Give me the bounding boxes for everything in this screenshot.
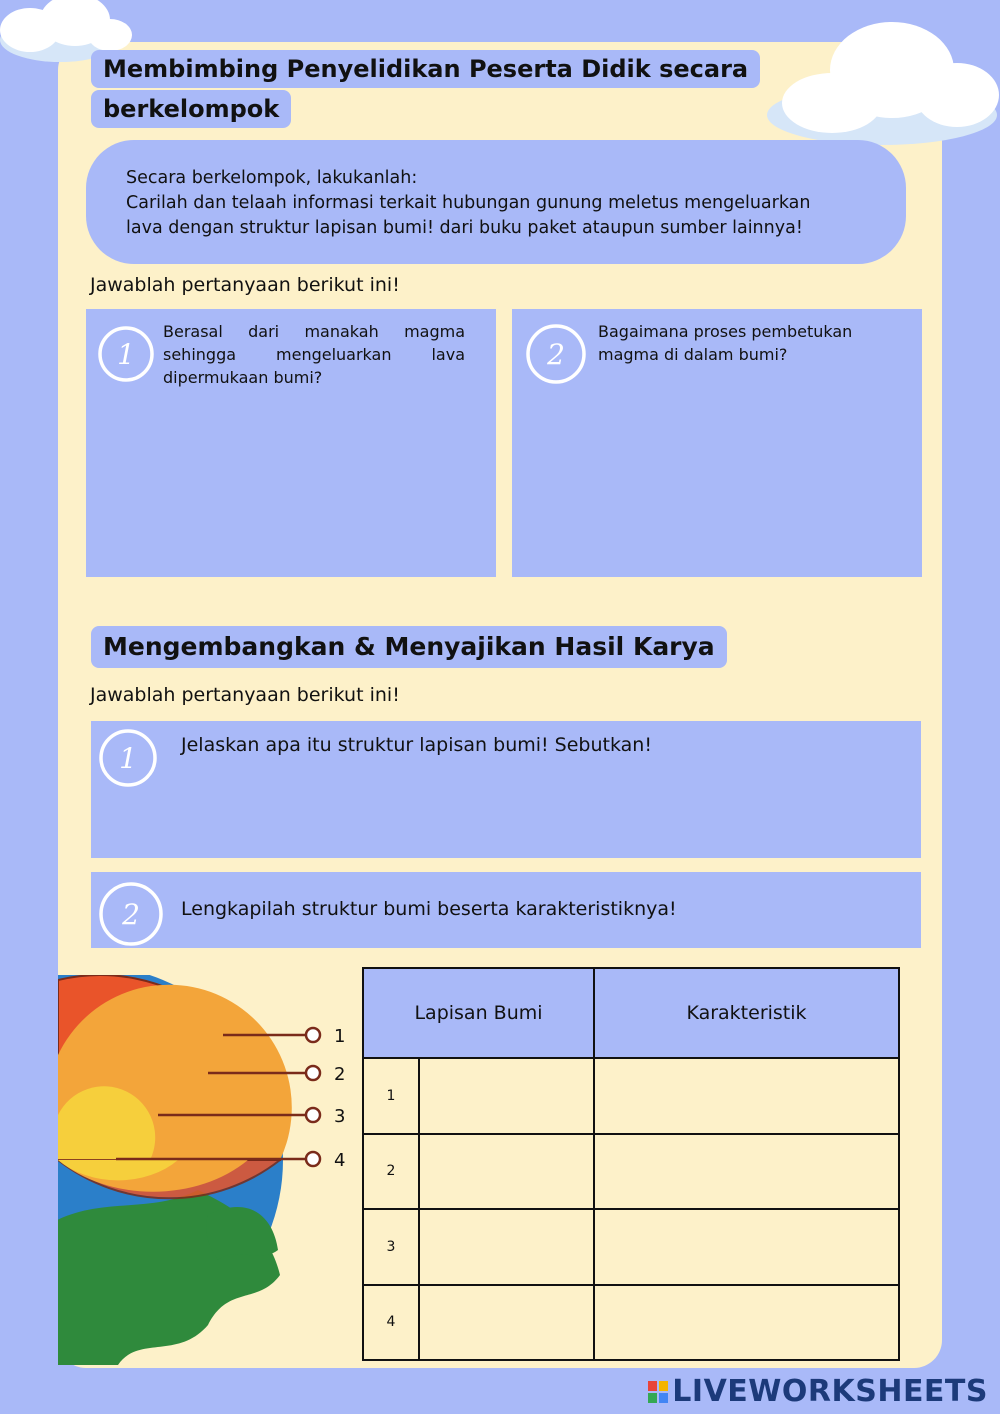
question-text-1: Berasal dari manakah magma sehingga mengeluarkan lava dipermukaan bumi?	[163, 322, 465, 387]
question-box-2[interactable]	[512, 309, 922, 577]
answer-cell-karakteristik[interactable]	[594, 1285, 899, 1361]
number-circle-icon	[96, 323, 156, 383]
table-header-lapisan: Lapisan Bumi	[363, 968, 594, 1058]
earth-label-4: 4	[334, 1150, 346, 1171]
earth-structure-table	[362, 967, 900, 1361]
question-text-2: Bagaimana proses pembetukan magma di dalam bumi?	[598, 322, 853, 364]
number-circle-icon	[97, 878, 165, 946]
table-row	[363, 1285, 899, 1361]
cloud-decoration-topright	[762, 15, 1000, 150]
section2-title: Mengembangkan & Menyajikan Hasil Karya	[91, 626, 727, 668]
table-header-karakteristik: Karakteristik	[594, 968, 899, 1058]
section2-question-text-1: Jelaskan apa itu struktur lapisan bumi! Sebutkan!	[181, 734, 652, 756]
section2-question-box-2[interactable]	[91, 872, 921, 948]
earth-layers-diagram	[58, 975, 358, 1365]
answer-cell-lapisan[interactable]	[419, 1285, 594, 1361]
answer-cell-karakteristik[interactable]	[594, 1134, 899, 1210]
row-number: 4	[363, 1285, 419, 1361]
earth-label-2: 2	[334, 1064, 346, 1085]
liveworksheets-logo	[648, 1374, 988, 1409]
table-row	[363, 1058, 899, 1134]
question-box-1[interactable]	[86, 309, 496, 577]
instruction-line3: lava dengan struktur lapisan bumi! dari buku paket ataupun sumber lainnya!	[126, 218, 803, 238]
instruction-box	[86, 140, 906, 264]
section1-title	[91, 50, 760, 128]
number-circle-icon	[97, 727, 159, 789]
logo-text: LIVEWORKSHEETS	[672, 1374, 988, 1409]
answer-cell-karakteristik[interactable]	[594, 1058, 899, 1134]
earth-label-3: 3	[334, 1106, 346, 1127]
svg-text:1: 1	[117, 338, 135, 371]
section2-question-text-2: Lengkapilah struktur bumi beserta karakteristiknya!	[181, 898, 677, 920]
answer-cell-lapisan[interactable]	[419, 1209, 594, 1285]
number-circle-icon	[524, 321, 588, 385]
section2-prompt: Jawablah pertanyaan berikut ini!	[90, 684, 400, 706]
table-row	[363, 1134, 899, 1210]
table-row	[363, 1209, 899, 1285]
svg-text:1: 1	[119, 742, 137, 775]
answer-cell-lapisan[interactable]	[419, 1134, 594, 1210]
section1-title-line2: berkelompok	[91, 90, 291, 128]
row-number: 1	[363, 1058, 419, 1134]
logo-icon	[648, 1376, 668, 1398]
earth-label-1: 1	[334, 1026, 346, 1047]
svg-text:2: 2	[547, 338, 565, 371]
svg-text:2: 2	[122, 898, 140, 931]
answer-cell-karakteristik[interactable]	[594, 1209, 899, 1285]
instruction-line2: Carilah dan telaah informasi terkait hubungan gunung meletus mengeluarkan	[126, 193, 811, 213]
instruction-line1: Secara berkelompok, lakukanlah:	[126, 168, 418, 188]
section2-question-box-1[interactable]	[91, 721, 921, 858]
row-number: 2	[363, 1134, 419, 1210]
row-number: 3	[363, 1209, 419, 1285]
answer-cell-lapisan[interactable]	[419, 1058, 594, 1134]
section1-title-line1: Membimbing Penyelidikan Peserta Didik secara	[91, 50, 760, 88]
section1-prompt: Jawablah pertanyaan berikut ini!	[90, 274, 400, 296]
